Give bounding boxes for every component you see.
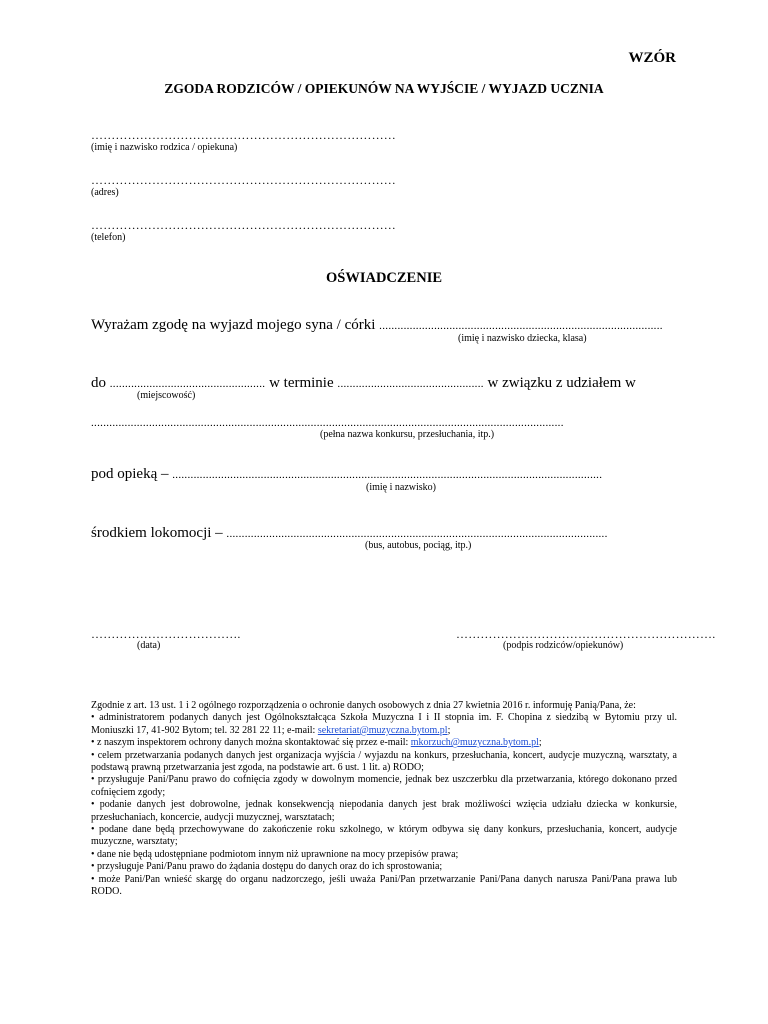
statement-heading: OŚWIADCZENIE: [325, 270, 443, 286]
term-text: w terminie: [269, 375, 334, 391]
gdpr-item-access: • przysługuje Pani/Panu prawo do żądania dostępu do danych oraz do ich sprostowania;: [91, 861, 443, 873]
gdpr-item-complaint: • może Pani/Pan wnieść skargę do organu nadzorczego, jeśli uważa Pani/Pan przetwarzanie Pani/Pana danych narusza Pani/Pana prawa lub RODO.: [91, 873, 677, 898]
guardian-dots: .............................................................................................................................................: [172, 469, 603, 481]
parent-address-caption: (adres): [91, 187, 119, 198]
template-label: WZÓR: [628, 50, 676, 66]
participation-text: w związku z udziałem w: [487, 375, 636, 391]
parent-address-field[interactable]: [91, 173, 396, 199]
guardian-caption: (imię i nazwisko): [366, 482, 436, 493]
parent-phone-caption: (telefon): [91, 232, 126, 243]
event-name-caption: (pełna nazwa konkursu, przesłuchania, itp.): [320, 429, 495, 440]
transport-caption: (bus, autobus, pociąg, itp.): [365, 540, 472, 551]
gdpr-item-administrator: • administratorem podanych danych jest Ogólnokształcąca Szkoła Muzyczna I i II stopnia im. F. Chopina z siedzibą w Bytomiu przy ul. Moniuszki 17, 41-902 Bytom; tel. 32 281 22 11; e-mail: sekretariat@muzyczna.bytom.pl;: [91, 712, 677, 736]
gdpr-item-purpose: • celem przetwarzania podanych danych jest organizacja wyjścia / wyjazdu na konkurs, przesłuchania, koncert, audycje muzyczną, warsztaty, a podstawą prawną przetwarzania jest zgoda, na podstawie art. 6 ust. 1 lit. a) RODO;: [91, 749, 677, 774]
transport-dots: .............................................................................................................................: [226, 528, 608, 540]
parent-phone-field[interactable]: [91, 218, 396, 244]
document-title: ZGODA RODZICÓW / OPIEKUNÓW NA WYJŚCIE / WYJAZD UCZNIA: [164, 81, 604, 96]
inspector-email-link[interactable]: mkorzuch@muzyczna.bytom.pl: [410, 737, 539, 749]
transport-text: środkiem lokomocji –: [91, 525, 223, 541]
destination-dots: ...................................................: [109, 378, 266, 390]
event-name-dots: ...........................................................................................................................................................: [91, 417, 564, 429]
child-consent-line[interactable]: [91, 316, 677, 335]
gdpr-item-sharing: • dane nie będą udostępniane podmiotom innym niż uprawnione na mocy przepisów prawa;: [91, 848, 459, 860]
child-name-caption: (imię i nazwisko dziecka, klasa): [458, 333, 587, 344]
date-caption: (data): [137, 640, 161, 651]
parent-name-field[interactable]: [91, 128, 396, 154]
parent-address-dots: …………………………………………………………………: [91, 173, 396, 187]
destination-caption: (miejscowość): [137, 390, 196, 401]
signature-dots[interactable]: ……………………………………………………….: [456, 627, 716, 641]
destination-do: do: [91, 375, 106, 391]
signature-caption: (podpis rodziców/opiekunów): [503, 640, 624, 651]
gdpr-intro: Zgodnie z art. 13 ust. 1 i 2 ogólnego rozporządzenia o ochronie danych osobowych z dnia 27 kwietnia 2016 r. informuję Panią/Pana, że:: [91, 700, 636, 711]
child-consent-text: Wyrażam zgodę na wyjazd mojego syna / córki: [91, 317, 376, 333]
date-dots[interactable]: ……………………………….: [91, 627, 241, 641]
term-dots: ................................................: [337, 378, 484, 390]
parent-name-caption: (imię i nazwisko rodzica / opiekuna): [91, 142, 238, 153]
secretariat-email-link[interactable]: sekretariat@muzyczna.bytom.pl: [317, 724, 448, 736]
gdpr-clause: [91, 700, 677, 899]
child-name-dots: .............................................................................................: [379, 320, 663, 332]
parent-phone-dots: …………………………………………………………………: [91, 218, 396, 232]
gdpr-item-voluntary: • podanie danych jest dobrowolne, jednak konsekwencją niepodania danych jest brak możliwości wzięcia udziału dziecka w konkursie, przesłuchaniach, koncercie, audycji muzycznej, warsztatach;: [91, 799, 677, 823]
parent-name-dots: …………………………………………………………………: [91, 128, 396, 142]
gdpr-item-inspector: • z naszym inspektorem ochrony danych można skontaktować się przez e-mail: mkorzuch@muzyczna.bytom.pl;: [91, 737, 542, 749]
gdpr-item-withdrawal: • przysługuje Pani/Panu prawo do cofnięcia zgody w dowolnym momencie, jednak bez uszczerbku dla przetwarzania, którego dokonano przed cofnięciem zgody;: [91, 774, 677, 798]
gdpr-item-retention: • podane dane będą przechowywane do zakończenie roku szkolnego, w którym odbywa się dany konkurs, przesłuchania, koncert, audycje muzyczne, warsztaty;: [91, 824, 677, 848]
guardian-text: pod opieką –: [91, 466, 169, 482]
